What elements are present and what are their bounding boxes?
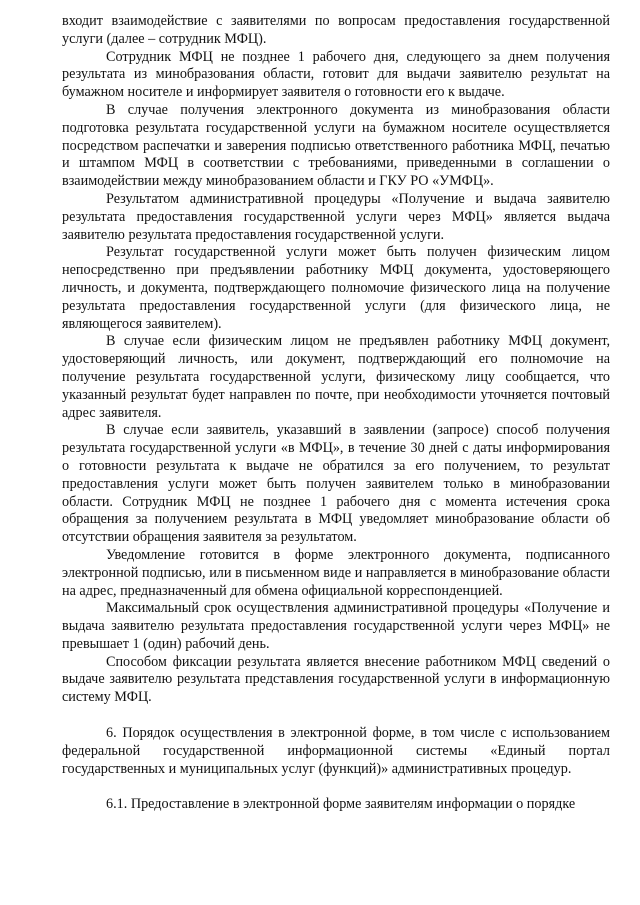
paragraph-max-term: Максимальный срок осуществления административной процедуры «Получение и выдача заявителю результата предоставления государственной услуги через МФЦ» не превышает 1 (один) рабочий день. <box>62 600 610 652</box>
paragraph-electronic-document: В случае получения электронного документа из минобразования области подготовка результата государственной услуги на бумажном носителе осуществляется посредством распечатки и заверения подписью ответственного работника МФЦ, печатью и штампом МФЦ в соответствии с требованиями, приведенными в соглашении о взаимодействии между минобразованием области и ГКУ РО «УМФЦ». <box>62 101 610 190</box>
paragraph-result-receipt: Результат государственной услуги может быть получен физическим лицом непосредственно при предъявлении работнику МФЦ документа, удостоверяющего личность, и документа, подтверждающего полномочие физического лица на получение результата предоставления государственной услуги (для физического лица, не являющегося заявителем). <box>62 244 610 332</box>
document-page <box>62 13 610 814</box>
section-heading-6-1: 6.1. Предоставление в электронной форме заявителям информации о порядке <box>106 796 576 813</box>
paragraph-mfc-preparation: Сотрудник МФЦ не позднее 1 рабочего дня, следующего за днем получения результата из минобразования области, готовит для выдачи заявителю результат на бумажном носителе и информирует заявителя о готовности его к выдаче. <box>62 48 610 101</box>
paragraph-30-days: В случае если заявитель, указавший в заявлении (запросе) способ получения результата государственной услуги «в МФЦ», в течение 30 дней с даты информирования о готовности результата к выдаче не обратился за его получением, то результат предоставления услуги может быть получен заявителем только в минобразовании области. Сотрудник МФЦ не позднее 1 рабочего дня с момента истечения срока обращения за получением результата в МФЦ уведомляет минобразование области об отсутствии обращения заявителя за результатом. <box>62 422 610 546</box>
paragraph-continuation: входит взаимодействие с заявителями по вопросам предоставления государственной услуги (далее – сотрудник МФЦ). <box>62 13 610 47</box>
paragraph-fixation-method: Способом фиксации результата является внесение работником МФЦ сведений о выдаче заявителю результата представления государственной услуги в информационную систему МФЦ. <box>62 653 610 706</box>
paragraph-notification: Уведомление готовится в форме электронного документа, подписанного электронной подписью, или в письменном виде и направляется в минобразование области на адрес, предназначенный для обмена официальной корреспонденцией. <box>62 546 610 599</box>
paragraph-no-id-document: В случае если физическим лицом не предъявлен работнику МФЦ документ, удостоверяющий личность, или документ, подтверждающий его полномочие на получение результата государственной услуги, физическому лицу сообщается, что указанный результат будет направлен по почте, при необходимости уточняется почтовый адрес заявителя. <box>62 333 610 421</box>
section-heading-6: 6. Порядок осуществления в электронной форме, в том числе с использованием федеральной государственной информационной системы «Единый портал государственных и муниципальных услуг (функций)» административных процедур. <box>62 725 610 777</box>
paragraph-procedure-result: Результатом административной процедуры «Получение и выдача заявителю результата предоставления государственной услуги через МФЦ» является выдача заявителю результата предоставления государственной услуги. <box>62 190 610 243</box>
